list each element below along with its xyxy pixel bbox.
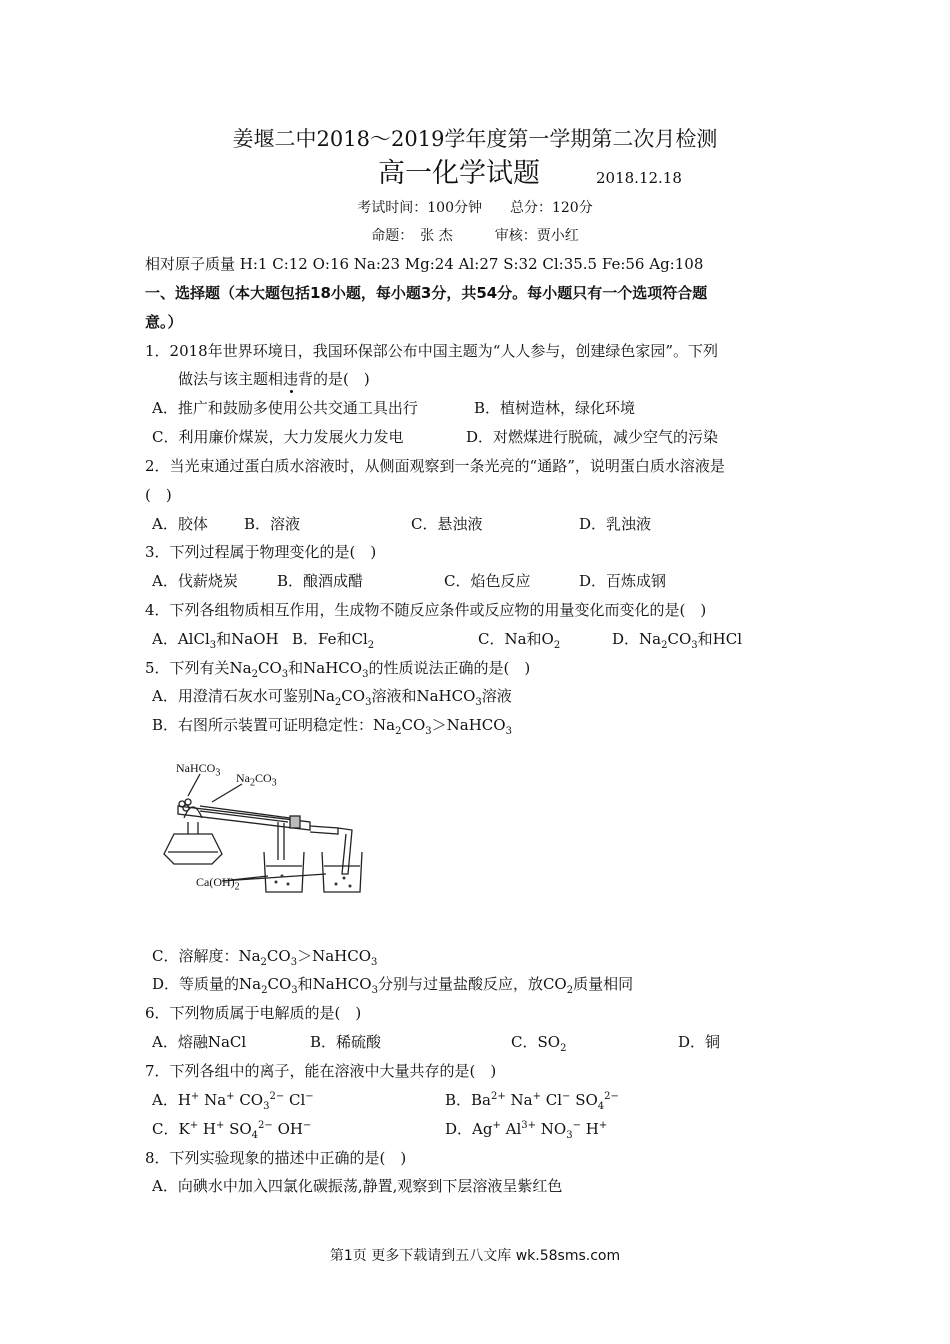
delivery-tube-right [338, 828, 352, 874]
section-heading-cont: 意。） [145, 313, 183, 331]
q7-option-d: D．Ag+ $Al^{3+}$ $NO_3^-$ H+ [445, 1120, 608, 1141]
q7-option-a: A．H+ Na+ $CO_3^{2-}$ Cl− [152, 1091, 314, 1112]
exam-subject-title: 高一化学试题 [378, 158, 540, 189]
alcohol-lamp [164, 834, 222, 864]
q1-stem-cont: 做法与该主题相违背的是( ) [178, 370, 370, 388]
q3-option-a: A．伐薪烧炭 [152, 572, 238, 590]
q7-stem: 7．下列各组中的离子，能在溶液中大量共存的是( ) [145, 1062, 497, 1080]
q3-option-b: B．酿酒成醋 [277, 572, 364, 590]
q7-option-c: C．K+ H+ $SO_4^{2-}$ OH− [152, 1120, 312, 1141]
emphasis-char: 违 [283, 370, 299, 388]
q3-stem: 3．下列过程属于物理变化的是( ) [145, 543, 377, 561]
label-nahco3: NaHCO$_3$ [176, 761, 221, 779]
apparatus-figure [160, 756, 370, 906]
page-footer: 第1页 更多下载请到五八文库 wk.58sms.com [329, 1248, 621, 1264]
q5-option-d: D．等质量的$Na_2CO_3$和NaHCO$_3$分别与过量盐酸反应，放$CO_2$质量相同 [152, 975, 634, 996]
q6-option-a: A．熔融NaCl [152, 1033, 247, 1051]
q1-option-b: B．植树造林，绿化环境 [474, 399, 636, 417]
delivery-tube-left [278, 822, 284, 860]
q3-option-d: D．百炼成钢 [579, 572, 667, 590]
q5-option-b: B．右图所示装置可证明稳定性：$Na_2CO_3>NaHCO_3$ [152, 716, 512, 737]
q8-option-a: A．向碘水中加入四氯化碳振荡,静置,观察到下层溶液呈紫红色 [152, 1177, 563, 1195]
q3-option-c: C．焰色反应 [444, 572, 531, 590]
label-na2co3: $Na_2CO_3$ [236, 771, 277, 789]
q2-option-a: A．胶体 [152, 515, 208, 533]
q2-option-d: D．乳浊液 [579, 515, 652, 533]
q1-stem: 1．2018年世界环境日，我国环保部公布中国主题为“人人参与，创建绿色家园”。下列 [145, 342, 719, 360]
q5-stem: 5．下列有关$Na_2CO_3$和NaHCO$_3$的性质说法正确的是( ) [145, 659, 531, 680]
q1-option-c: C．利用廉价煤炭，大力发展火力发电 [152, 428, 404, 446]
exam-info: 考试时间：100分钟 总分：120分 [357, 200, 593, 216]
q4-option-d: D．$Na_2CO_3$和HCl [612, 630, 742, 651]
q2-option-b: B．溶液 [244, 515, 301, 533]
q2-stem: 2．当光束通过蛋白质水溶液时，从侧面观察到一条光亮的“通路”，说明蛋白质水溶液是 [145, 457, 725, 475]
q6-stem: 6．下列物质属于电解质的是( ) [145, 1004, 362, 1022]
q7-option-b: B．$Ba^{2+}$ Na+ Cl− $SO_4^{2-}$ [445, 1091, 619, 1112]
q4-option-a: A．AlCl$_3$和NaOH [152, 630, 279, 651]
exam-authors: 命题： 张 杰 审核：贾小红 [371, 228, 579, 244]
atomic-mass-line: 相对原子质量 H:1 C:12 O:16 Na:23 Mg:24 Al:27 S:32 Cl:35.5 Fe:56 Ag:108 [145, 255, 704, 273]
section-heading: 一、选择题（本大题包括18小题，每小题3分，共54分。每小题只有一个选项符合题 [145, 284, 708, 302]
q4-option-c: C．Na和$O_2$ [478, 630, 561, 651]
q2-option-c: C．悬浊液 [411, 515, 483, 533]
exam-school-title: 姜堰二中2018～2019学年度第一学期第二次月检测 [232, 127, 718, 151]
q6-option-c: C．$SO_2$ [511, 1033, 567, 1054]
exam-date: 2018.12.18 [596, 169, 682, 187]
q6-option-d: D．铜 [678, 1033, 721, 1051]
label-caoh2: $Ca(OH)_2$ [196, 875, 240, 893]
q5-option-a: A．用澄清石灰水可鉴别$Na_2CO_3$溶液和NaHCO$_3$溶液 [152, 687, 512, 708]
q1-option-a: A．推广和鼓励多使用公共交通工具出行 [152, 399, 418, 417]
q4-stem: 4．下列各组物质相互作用，生成物不随反应条件或反应物的用量变化而变化的是( ) [145, 601, 707, 619]
q8-stem: 8．下列实验现象的描述中正确的是( ) [145, 1149, 407, 1167]
q4-option-b: B．Fe和$Cl_2$ [292, 630, 375, 651]
q2-stem-cont: ( ) [145, 486, 172, 504]
q6-option-b: B．稀硫酸 [310, 1033, 382, 1051]
q1-option-d: D．对燃煤进行脱硫，减少空气的污染 [466, 428, 719, 446]
q5-option-c: C．溶解度：$Na_2CO_3>NaHCO_3$ [152, 947, 378, 968]
